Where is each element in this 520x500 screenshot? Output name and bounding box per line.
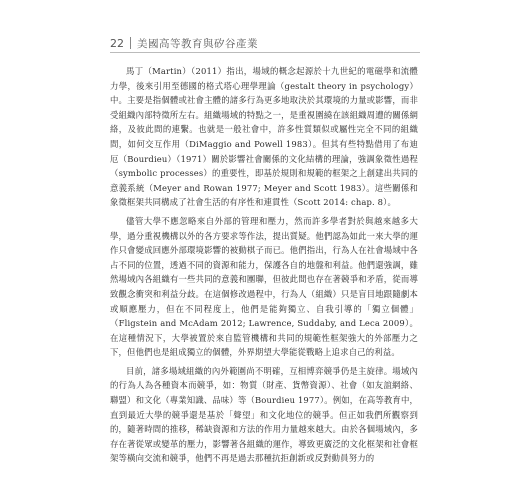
paragraph-2: 儘管大學不應忽略來自外部的管理和壓力，然而許多學者對於與越來越多大學，過分重視機構以外的各方要求等作法，提出質疑。他們認為如此一來大學的運作只會變成回應外部環境影響的被動棋子而已。他們指出，行為人在社會場域中各占不同的位置，透過不同的資源和能力，保護各自的地盤和利益。他們還強調，雖然場域內各組織有一些共同的意義和團聯，但彼此間也存在著競爭和矛盾，從而導致觀念衝突和利益分歧。在這個修改過程中，行為人（組織）只是盲目地跟隨劇本或順應壓力，但在不同程度上，他們是能夠獨立、自我引導的「獨立個體」（Fligstein and McAdam 2012; Lawrence, Suddaby, and Leca 2009）。在這種情況下，大學被置於來自監管機構和共同的規範性框架強大的外部壓力之下，但他們也是組成獨立的個體，外界期望大學能從戰略上追求自己的利益。	[110, 215, 418, 358]
book-title: 美國高等教育與矽谷產業	[137, 37, 258, 50]
header-divider	[130, 37, 131, 49]
page-number: 22	[110, 36, 124, 50]
paragraph-1: 馬丁（Martin）（2011）指出，場域的概念起源於十九世紀的電磁學和流體力學，後來引用至德國的格式塔心理學理論（gestalt theory in psychology）中。主要是指個體或社會主體的諸多行為更多地取決於其環境的力量或影響，而非受組織內部特徵所左右。組織場域的特點之一，是重視圍繞在該組織周遭的關係網絡，及彼此間的連繫。也就是一般社會中，許多性質類似或屬性完全不同的組織間，如何交互作用（DiMaggio and Powell 1983）。但其有些特點借用了布迪厄（Bourdieu）（1971）關於影響社會關係的文化結構的理論，強調象徵性過程（symbolic processes）的重要性，即基於規則和規範的框架之上創建出共同的意義系統（Meyer and Rowan 1977; Meyer and Scott 1983）。這些關係和象徵框架共同構成了社會生活的有序性和連貫性（Scott 2014: chap. 8）。	[110, 66, 418, 208]
paragraph-3: 目前，諸多場域組織的內外範圍尚不明確，互相博弈競爭仍是主旋律。場域內的行為人為各種資本而競爭，如：物質（財產、貨幣資源）、社會（如友誼網絡、聯盟）和文化（專業知識、品味）等（Bourdieu 1977）。例如，在高等教育中，直到最近大學的競爭還是基於「聲望」和文化地位的競爭。但正如我們所觀察到的，隨著時間的推移，稀缺資源和方法的作用力量越來越大。由於各個場域內，多存在著從眾或變革的壓力，影響著各組織的運作，導致更廣泛的文化框架和社會框架等橫向交流和競爭，他們不再是過去那種抗拒創新或反對動員努力的	[110, 365, 418, 464]
header-rule	[110, 52, 420, 53]
body-text	[110, 64, 418, 470]
running-header	[110, 35, 440, 51]
